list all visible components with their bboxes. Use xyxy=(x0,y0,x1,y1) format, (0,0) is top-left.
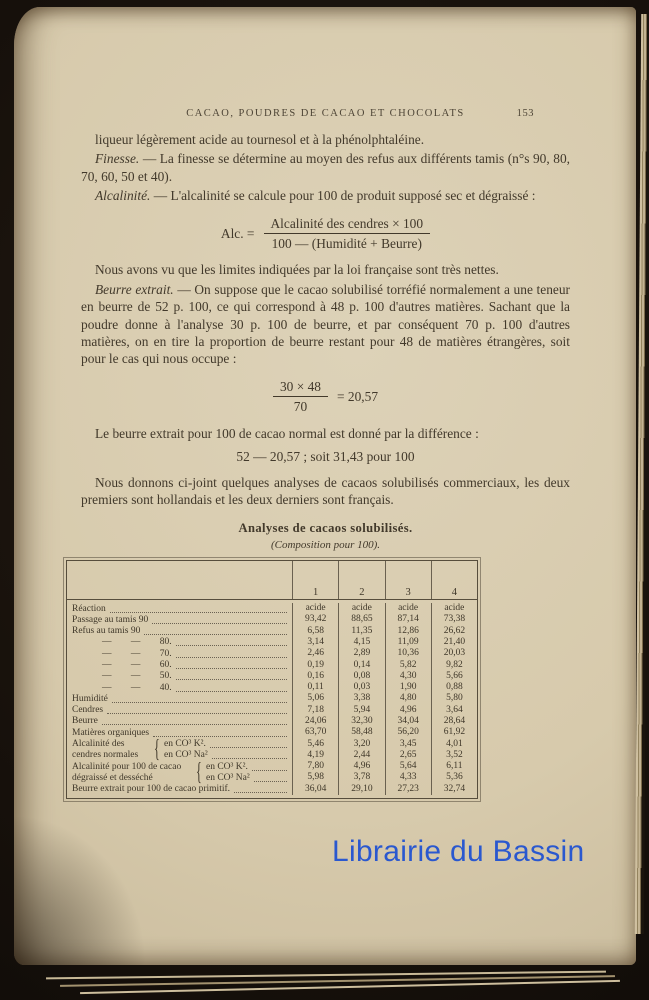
fraction-numerator: Alcalinité des cendres × 100 xyxy=(264,215,431,234)
row-label-cell xyxy=(67,648,292,659)
table-row xyxy=(67,659,477,670)
row-label: Refus au tamis 90 xyxy=(72,626,141,637)
paragraph-analyses: Nous donnons ci-joint quelques analyses de cacaos solubilisés commerciaux, les deux premiers sont hollandais et les deux derniers sont français. xyxy=(81,474,570,507)
row-sublabel: en CO³ K². xyxy=(164,739,206,750)
cell-value: 4,19 xyxy=(292,750,338,761)
paragraph-difference: Le beurre extrait pour 100 de cacao normal est donné par la différence : xyxy=(95,425,479,441)
cell-value: 36,04 xyxy=(292,783,338,794)
fraction xyxy=(273,378,328,416)
cell-value: 4,80 xyxy=(385,693,431,704)
row-label: Passage au tamis 90 xyxy=(72,614,149,625)
dot-leader xyxy=(107,713,287,714)
cell-value: 1,90 xyxy=(385,682,431,693)
table-row xyxy=(67,671,477,682)
cell-value: 7,80 xyxy=(292,761,338,772)
cell-value: 4,96 xyxy=(385,704,431,715)
table-row xyxy=(67,682,477,693)
row-label-cell xyxy=(67,614,292,625)
row-label-cell xyxy=(67,682,292,693)
cell-value: 29,10 xyxy=(338,783,384,794)
cell-value: 5,94 xyxy=(338,704,384,715)
dot-leader xyxy=(153,736,287,737)
cell-value: 2,44 xyxy=(338,750,384,761)
dot-leader xyxy=(102,724,287,725)
cell-value: 0,88 xyxy=(431,682,477,693)
row-label-cell xyxy=(67,750,292,761)
row-label: Beurre xyxy=(72,716,98,727)
formula-alcalinite xyxy=(81,215,570,253)
cell-value: 0,03 xyxy=(338,682,384,693)
formula-lhs: Alc. = xyxy=(220,225,255,241)
dot-leader xyxy=(234,792,287,793)
finesse-text: — La finesse se détermine au moyen des refus aux différents tamis (n°s 90, 80, 70, 60, 50 et 40). xyxy=(81,151,570,184)
row-label: — — 50. xyxy=(102,671,172,682)
fraction-denominator: 70 xyxy=(293,399,308,415)
row-label: cendres normales xyxy=(72,750,139,761)
cell-value: 5,46 xyxy=(292,738,338,749)
row-label: Matières organiques xyxy=(72,727,150,738)
row-label: Beurre extrait pour 100 de cacao primitif. xyxy=(72,784,231,795)
cell-value: 10,36 xyxy=(385,648,431,659)
cell-value: 11,35 xyxy=(338,625,384,636)
cell-value: 5,06 xyxy=(292,693,338,704)
book-page xyxy=(14,7,636,965)
cell-value: 5,64 xyxy=(385,761,431,772)
paragraph-beurre-extrait xyxy=(81,281,570,368)
dot-leader xyxy=(212,758,287,759)
cell-value: 2,46 xyxy=(292,648,338,659)
cell-value: 0,19 xyxy=(292,659,338,670)
column-header: 4 xyxy=(431,561,477,599)
alcalinite-text: — L'alcalinité se calcule pour 100 de produit supposé sec et dégraissé : xyxy=(153,188,536,204)
row-label-cell xyxy=(67,637,292,648)
table-row xyxy=(67,716,477,727)
column-header: 1 xyxy=(292,561,338,599)
paragraph-alcalinite xyxy=(81,187,570,204)
cell-value: 20,03 xyxy=(431,648,477,659)
running-title: CACAO, POUDRES DE CACAO ET CHOCOLATS xyxy=(186,108,465,119)
cell-value: 32,30 xyxy=(338,716,384,727)
dot-leader xyxy=(144,634,287,635)
paragraph-limites: Nous avons vu que les limites indiquées par la loi française sont très nettes. xyxy=(95,262,499,278)
cell-value: 6,11 xyxy=(431,761,477,772)
row-label: — — 40. xyxy=(102,682,172,693)
formula-result: = 20,57 xyxy=(337,389,379,405)
cell-value: 12,86 xyxy=(385,625,431,636)
cell-value: 0,14 xyxy=(338,659,384,670)
cell-value: 3,38 xyxy=(338,693,384,704)
table-row xyxy=(67,637,477,648)
dot-leader xyxy=(176,691,287,692)
cell-value: acide xyxy=(292,603,338,614)
paragraph-finesse xyxy=(81,150,570,185)
cell-value: 34,04 xyxy=(385,716,431,727)
cell-value: 88,65 xyxy=(338,614,384,625)
page-fore-edge xyxy=(635,14,649,934)
row-label-cell xyxy=(67,625,292,636)
brace-glyph: { xyxy=(196,755,202,786)
cell-value: 6,58 xyxy=(292,625,338,636)
formula-beurre xyxy=(81,378,570,416)
dot-leader xyxy=(110,612,287,613)
fraction-denominator: 100 — (Humidité + Beurre) xyxy=(271,236,422,252)
brace-glyph: { xyxy=(154,732,160,764)
dot-leader xyxy=(152,623,287,624)
row-label-cell xyxy=(67,772,292,783)
cell-value: 4,30 xyxy=(385,671,431,682)
cell-value: 58,48 xyxy=(338,727,384,738)
page-stack-edge xyxy=(80,980,620,994)
row-label: Réaction xyxy=(72,603,106,614)
cell-value: 0,11 xyxy=(292,682,338,693)
row-label-cell xyxy=(67,783,292,794)
row-label: Alcalinité pour 100 de cacao xyxy=(72,761,182,772)
cell-value: acide xyxy=(385,603,431,614)
table-row xyxy=(67,614,477,625)
table-row xyxy=(67,750,477,761)
row-label-cell xyxy=(67,727,292,738)
row-sublabel: en CO³ K². xyxy=(206,761,248,772)
table-subtitle: (Composition pour 100). xyxy=(270,538,381,551)
cell-value: 73,38 xyxy=(431,614,477,625)
cell-value: 9,82 xyxy=(431,659,477,670)
header-label-cell xyxy=(67,561,292,599)
table-row xyxy=(67,648,477,659)
dot-leader xyxy=(252,770,287,771)
watermark: Librairie du Bassin xyxy=(332,835,585,868)
table-row xyxy=(67,727,477,738)
cell-value: 5,80 xyxy=(431,693,477,704)
cell-value: acide xyxy=(338,603,384,614)
cell-value: 63,70 xyxy=(292,727,338,738)
running-head xyxy=(81,107,570,121)
cell-value: 7,18 xyxy=(292,704,338,715)
cell-value: 0,16 xyxy=(292,671,338,682)
cell-value: 87,14 xyxy=(385,614,431,625)
cell-value: 4,15 xyxy=(338,637,384,648)
column-header: 3 xyxy=(385,561,431,599)
fraction-numerator: 30 × 48 xyxy=(273,378,328,397)
cell-value: 5,66 xyxy=(431,671,477,682)
table-title: Analyses de cacaos solubilisés. xyxy=(238,521,413,536)
dot-leader xyxy=(176,657,287,658)
table-header-row xyxy=(67,561,477,600)
cell-value: 32,74 xyxy=(431,783,477,794)
cell-value: 11,09 xyxy=(385,637,431,648)
row-label-cell xyxy=(67,716,292,727)
cell-value: 3,78 xyxy=(338,772,384,783)
result-line: 52 — 20,57 ; soit 31,43 pour 100 xyxy=(236,449,415,465)
cell-value: 5,82 xyxy=(385,659,431,670)
gutter-shadow xyxy=(14,795,164,965)
cell-value: 2,89 xyxy=(338,648,384,659)
cell-value: acide xyxy=(431,603,477,614)
cell-value: 61,92 xyxy=(431,727,477,738)
table-row xyxy=(67,704,477,715)
cell-value: 3,64 xyxy=(431,704,477,715)
row-label: — — 70. xyxy=(102,648,172,659)
dot-leader xyxy=(112,702,287,703)
cell-value: 26,62 xyxy=(431,625,477,636)
fraction xyxy=(264,215,431,253)
finesse-lead: Finesse. xyxy=(95,151,140,167)
dot-leader xyxy=(176,668,287,669)
page-content xyxy=(72,107,570,799)
cell-value: 24,06 xyxy=(292,716,338,727)
row-label-cell xyxy=(67,693,292,704)
paragraph-intro: liqueur légèrement acide au tournesol et à la phénolphtaléine. xyxy=(95,132,425,147)
row-label-cell xyxy=(67,659,292,670)
table-row xyxy=(67,603,477,614)
table-row xyxy=(67,625,477,636)
cell-value: 2,65 xyxy=(385,750,431,761)
dot-leader xyxy=(176,679,287,680)
page-number: 153 xyxy=(516,108,534,119)
dot-leader xyxy=(254,781,287,782)
cell-value: 0,08 xyxy=(338,671,384,682)
cell-value: 4,33 xyxy=(385,772,431,783)
row-label: Humidité xyxy=(72,693,108,704)
table-row xyxy=(67,783,477,794)
cell-value: 4,96 xyxy=(338,761,384,772)
dot-leader xyxy=(210,747,287,748)
cell-value: 4,01 xyxy=(431,738,477,749)
row-label: — — 80. xyxy=(102,637,172,648)
row-label: Alcalinité des xyxy=(72,739,125,750)
analyses-table xyxy=(72,520,570,798)
cell-value: 28,64 xyxy=(431,716,477,727)
column-header: 2 xyxy=(338,561,384,599)
row-label-cell xyxy=(67,603,292,614)
dot-leader xyxy=(176,645,287,646)
cell-value: 21,40 xyxy=(431,637,477,648)
table-frame xyxy=(66,560,478,799)
table-row xyxy=(67,772,477,783)
cell-value: 3,52 xyxy=(431,750,477,761)
cell-value: 5,36 xyxy=(431,772,477,783)
row-sublabel: en CO³ Na² xyxy=(206,772,250,783)
row-label: — — 60. xyxy=(102,660,172,670)
cell-value: 27,23 xyxy=(385,783,431,794)
alcalinite-lead: Alcalinité. xyxy=(95,188,151,204)
table-row xyxy=(67,693,477,704)
row-label-cell xyxy=(67,704,292,715)
row-label: dégraissé et desséché xyxy=(72,772,153,783)
cell-value: 93,42 xyxy=(292,614,338,625)
cell-value: 3,45 xyxy=(385,738,431,749)
row-label: Cendres xyxy=(72,705,104,716)
row-sublabel: en CO³ Na² xyxy=(164,750,208,761)
table-body xyxy=(67,603,477,795)
cell-value: 56,20 xyxy=(385,727,431,738)
cell-value: 3,20 xyxy=(338,738,384,749)
cell-value: 5,98 xyxy=(292,772,338,783)
beurre-text: — On suppose que le cacao solubilisé torréfié normalement a une teneur en beurre de 52 p. 100, ce qui correspond à 48 p. 100 d'autres matières. Sachant que la poudre donne à l'analyse 30 p. 100 de beurre, et par conséquent 70 p. 100 d'autres matières, on en tire la proportion de beurre restant pour 48 de matières étrangères, soit pour le cas qui nous occupe : xyxy=(81,281,570,367)
row-label-cell xyxy=(67,671,292,682)
beurre-lead: Beurre extrait. xyxy=(95,281,174,297)
cell-value: 3,14 xyxy=(292,637,338,648)
